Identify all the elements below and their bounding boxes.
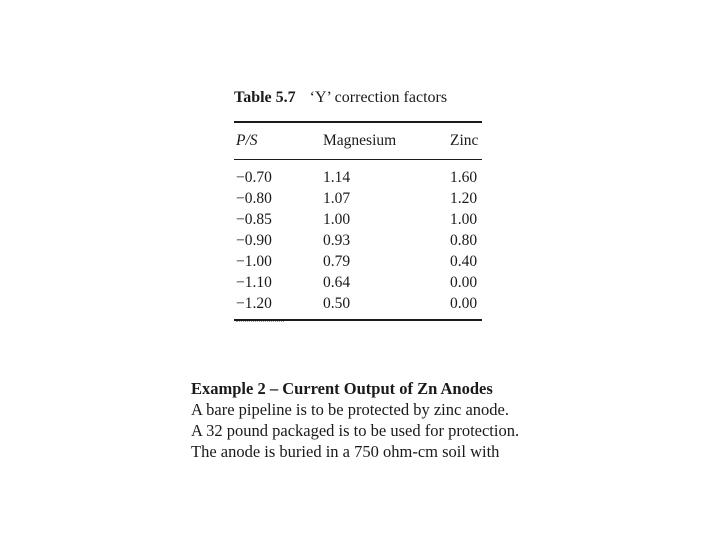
scan-artifact xyxy=(236,321,284,325)
cell-ps: −1.00 xyxy=(236,253,272,270)
cell-magnesium: 0.64 xyxy=(323,274,351,291)
cell-magnesium: 1.00 xyxy=(323,211,351,228)
table-row xyxy=(234,272,484,293)
cell-magnesium: 1.14 xyxy=(323,169,351,186)
cell-zinc: 0.00 xyxy=(450,274,478,291)
example-line: The anode is buried in a 750 ohm-cm soil with xyxy=(191,442,500,461)
cell-zinc: 0.80 xyxy=(450,232,478,249)
cell-magnesium: 0.50 xyxy=(323,295,351,312)
cell-magnesium: 1.07 xyxy=(323,190,351,207)
table-header-rule xyxy=(234,159,482,160)
table-caption xyxy=(234,86,484,110)
table-title: ‘Y’ correction factors xyxy=(309,89,448,106)
header-magnesium: Magnesium xyxy=(323,132,397,149)
cell-ps: −0.80 xyxy=(236,190,272,207)
cell-ps: −1.10 xyxy=(236,274,272,291)
table-row xyxy=(234,209,484,230)
cell-magnesium: 0.93 xyxy=(323,232,351,249)
example-section xyxy=(191,378,536,462)
table-row xyxy=(234,251,484,272)
cell-zinc: 0.00 xyxy=(450,295,478,312)
cell-ps: −0.90 xyxy=(236,232,272,249)
example-title: Example 2 – Current Output of Zn Anodes xyxy=(191,379,493,398)
table-row xyxy=(234,230,484,251)
cell-zinc: 1.60 xyxy=(450,169,478,186)
cell-zinc: 1.20 xyxy=(450,190,478,207)
table-row xyxy=(234,188,484,209)
header-zinc: Zinc xyxy=(450,132,479,149)
table-number: Table 5.7 xyxy=(234,89,296,106)
cell-magnesium: 0.79 xyxy=(323,253,351,270)
example-line: A 32 pound packaged is to be used for protection. xyxy=(191,421,520,440)
table-row xyxy=(234,167,484,188)
cell-zinc: 1.00 xyxy=(450,211,478,228)
correction-factor-table xyxy=(234,86,484,312)
cell-ps: −0.85 xyxy=(236,211,272,228)
example-line: A bare pipeline is to be protected by zinc anode. xyxy=(191,400,509,419)
cell-ps: −0.70 xyxy=(236,169,272,186)
cell-zinc: 0.40 xyxy=(450,253,478,270)
table-top-rule xyxy=(234,121,482,123)
header-ps: P/S xyxy=(236,132,258,149)
table-header-row xyxy=(234,130,484,151)
table-row xyxy=(234,293,484,314)
cell-ps: −1.20 xyxy=(236,295,272,312)
